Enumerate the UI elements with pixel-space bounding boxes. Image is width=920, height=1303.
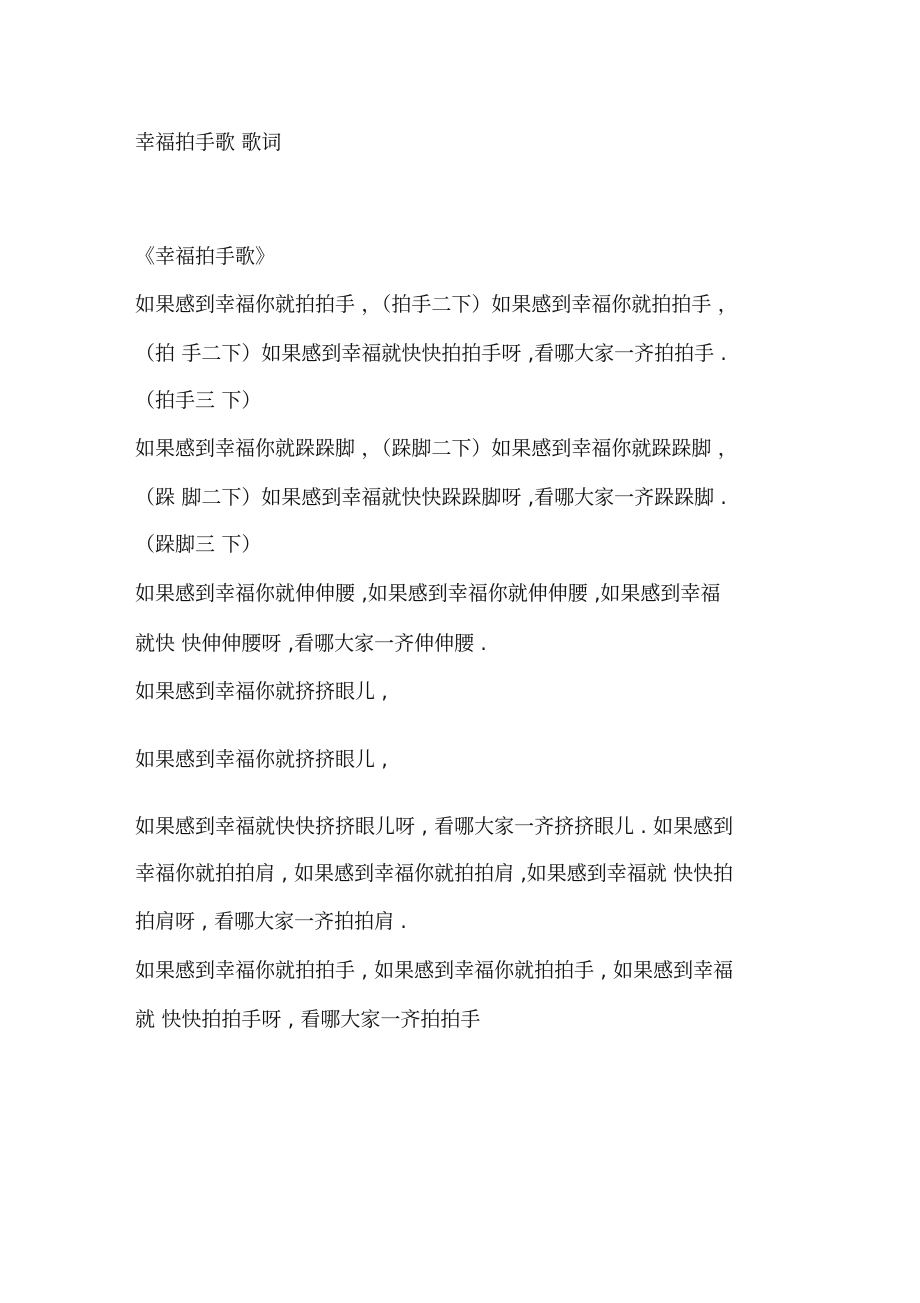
lyric-line: （跺脚三 下） [135,532,262,556]
lyric-line: 幸福你就拍拍肩 , 如果感到幸福你就拍拍肩 ,如果感到幸福就 快快拍 [135,861,734,885]
song-title: 《幸福拍手歌》 [135,244,275,268]
lyric-line: 如果感到幸福你就挤挤眼儿 , [135,747,388,771]
lyric-line: 如果感到幸福你就伸伸腰 ,如果感到幸福你就伸伸腰 ,如果感到幸福 [135,581,721,605]
lyric-line: 如果感到幸福就快快挤挤眼儿呀 , 看哪大家一齐挤挤眼儿 . 如果感到 [135,814,734,838]
lyric-line: 就快 快伸伸腰呀 ,看哪大家一齐伸伸腰 . [135,631,487,655]
lyric-line: 如果感到幸福你就拍拍手 , 如果感到幸福你就拍拍手 , 如果感到幸福 [135,958,734,982]
lyric-line: （拍手三 下） [135,388,262,412]
lyric-line: 就 快快拍拍手呀 , 看哪大家一齐拍拍手 [135,1007,481,1031]
document-title: 幸福拍手歌 歌词 [135,130,282,154]
lyric-line: 拍肩呀 , 看哪大家一齐拍拍肩 . [135,909,407,933]
lyric-line: 如果感到幸福你就跺跺脚 ，（跺脚二下）如果感到幸福你就跺跺脚 ， [135,436,738,460]
lyric-line: （拍 手二下）如果感到幸福就快快拍拍手呀 ,看哪大家一齐拍拍手 . [135,341,727,365]
lyric-line: 如果感到幸福你就拍拍手 ，（拍手二下）如果感到幸福你就拍拍手 ， [135,292,738,316]
lyric-line: （跺 脚二下）如果感到幸福就快快跺跺脚呀 ,看哪大家一齐跺跺脚 . [135,485,727,509]
lyric-line: 如果感到幸福你就挤挤眼儿 , [135,679,388,703]
